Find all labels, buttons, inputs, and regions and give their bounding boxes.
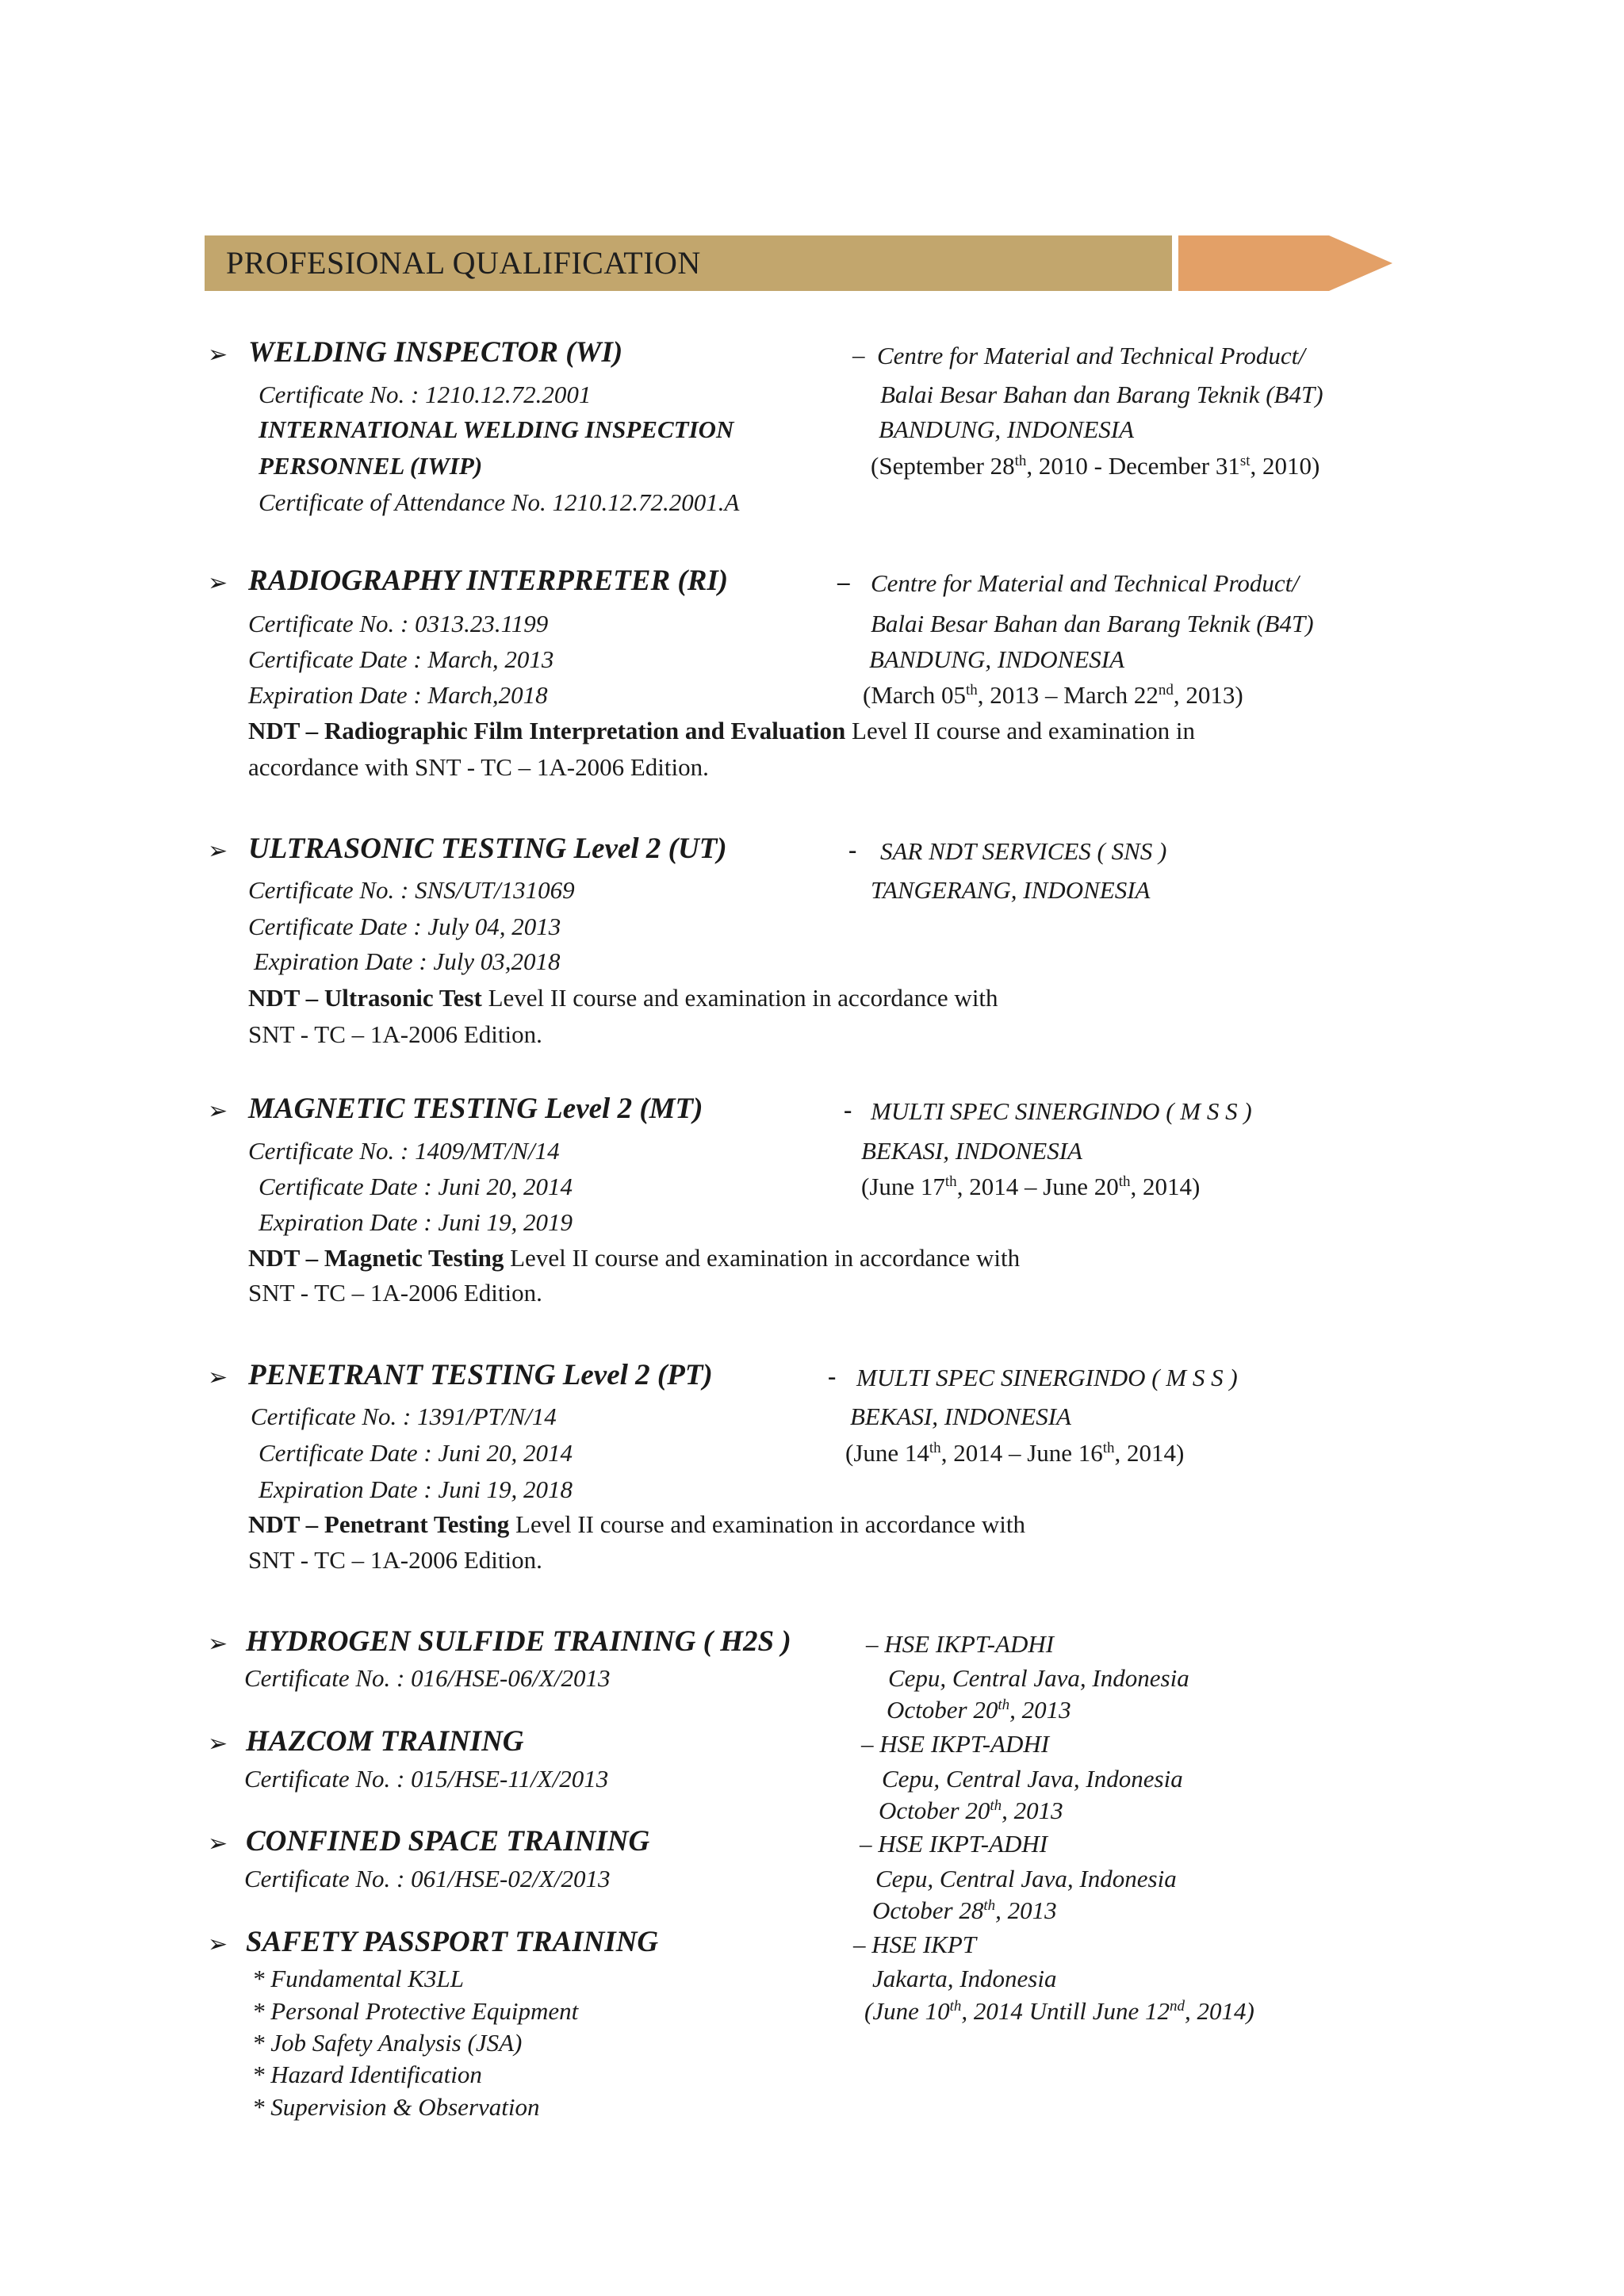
dash: – [852,341,865,369]
ndt-description-line-2: SNT - TC – 1A-2006 Edition. [248,1020,542,1048]
certificate-number: Certificate No. : 0313.23.1199 [248,610,549,637]
bullet-icon: ➢ [208,1931,228,1958]
arrow-body [1178,235,1329,291]
dash: – [837,568,850,595]
issuer: – HSE IKPT-ADHI [861,1730,1050,1758]
training-topic: * Personal Protective Equipment [252,1997,579,2025]
training-date: October 20th, 2013 [879,1797,1063,1824]
ndt-description-line-2: SNT - TC – 1A-2006 Edition. [248,1279,542,1307]
training-date: (June 10th, 2014 Untill June 12nd, 2014) [864,1997,1254,2025]
ndt-description: NDT – Penetrant Testing Level II course and examination in accordance with [248,1510,1025,1538]
dash: - [828,1362,837,1390]
section-header [205,235,1392,291]
issuer: MULTI SPEC SINERGINDO ( M S S ) [856,1364,1238,1391]
certificate-date: Certificate Date : Juni 20, 2014 [259,1173,573,1200]
bullet-icon: ➢ [208,1830,228,1858]
training-title: HAZCOM TRAINING [246,1725,524,1758]
issuer: MULTI SPEC SINERGINDO ( M S S ) [871,1097,1252,1125]
certificate-number: Certificate No. : SNS/UT/131069 [248,876,575,904]
header-bar [205,235,1172,291]
training-topic: * Hazard Identification [252,2061,482,2088]
issuer-name: Balai Besar Bahan dan Barang Teknik (B4T) [880,381,1323,408]
date-range: (June 17th, 2014 – June 20th, 2014) [861,1173,1201,1200]
section-title: PROFESIONAL QUALIFICATION [226,245,701,281]
certificate-number: Certificate No. : 016/HSE-06/X/2013 [244,1664,611,1692]
ndt-description: NDT – Ultrasonic Test Level II course and examination in accordance with [248,984,998,1012]
issuer-location: Jakarta, Indonesia [872,1965,1057,1992]
attendance-certificate: Certificate of Attendance No. 1210.12.72.2001.A [259,488,740,516]
training-topic: * Job Safety Analysis (JSA) [252,2029,523,2057]
expiration-date: Expiration Date : March,2018 [248,681,548,709]
issuer: Centre for Material and Technical Product/ [877,342,1305,369]
issuer-location: BANDUNG, INDONESIA [869,645,1125,673]
ndt-description: NDT – Magnetic Testing Level II course and examination in accordance with [248,1244,1021,1272]
issuer: – HSE IKPT [853,1931,976,1958]
certificate-date: Certificate Date : Juni 20, 2014 [259,1439,573,1467]
certificate-number: Certificate No. : 1210.12.72.2001 [259,381,592,408]
training-topic: * Supervision & Observation [252,2093,540,2121]
ndt-description-line-2: accordance with SNT - TC – 1A-2006 Edition. [248,753,709,781]
ndt-description: NDT – Radiographic Film Interpretation and Evaluation Level II course and examination in [248,717,1195,744]
bullet-icon: ➢ [208,341,228,369]
issuer-location: Cepu, Central Java, Indonesia [882,1765,1183,1793]
iwip-line-1: INTERNATIONAL WELDING INSPECTION [259,415,734,443]
arrow-tip [1329,235,1392,291]
issuer-location: BANDUNG, INDONESIA [879,415,1135,443]
expiration-date: Expiration Date : July 03,2018 [254,947,561,975]
qualification-title: RADIOGRAPHY INTERPRETER (RI) [248,564,729,597]
bullet-icon: ➢ [208,569,228,597]
date-range: (March 05th, 2013 – March 22nd, 2013) [863,681,1243,709]
qualification-title: ULTRASONIC TESTING Level 2 (UT) [248,832,727,865]
training-date: October 28th, 2013 [872,1896,1057,1924]
date-range: (September 28th, 2010 - December 31st, 2010) [871,452,1320,480]
issuer-location: Cepu, Central Java, Indonesia [875,1865,1177,1892]
issuer: SAR NDT SERVICES ( SNS ) [880,837,1167,865]
qualification-title: PENETRANT TESTING Level 2 (PT) [248,1359,713,1391]
training-date: October 20th, 2013 [887,1696,1071,1724]
training-title: SAFETY PASSPORT TRAINING [246,1926,659,1958]
bullet-icon: ➢ [208,1730,228,1758]
dash: - [848,836,857,863]
certificate-number: Certificate No. : 061/HSE-02/X/2013 [244,1865,611,1892]
certificate-date: Certificate Date : March, 2013 [248,645,554,673]
training-title: CONFINED SPACE TRAINING [246,1825,650,1858]
bullet-icon: ➢ [208,837,228,865]
bullet-icon: ➢ [208,1364,228,1391]
ndt-description-line-2: SNT - TC – 1A-2006 Edition. [248,1546,542,1574]
certificate-number: Certificate No. : 1409/MT/N/14 [248,1137,560,1165]
bullet-icon: ➢ [208,1630,228,1658]
issuer: Centre for Material and Technical Product/ [871,569,1299,597]
expiration-date: Expiration Date : Juni 19, 2019 [259,1208,573,1236]
training-topic: * Fundamental K3LL [252,1965,464,1992]
bullet-icon: ➢ [208,1097,228,1125]
expiration-date: Expiration Date : Juni 19, 2018 [259,1475,573,1503]
issuer-name: Balai Besar Bahan dan Barang Teknik (B4T) [871,610,1314,637]
certificate-number: Certificate No. : 015/HSE-11/X/2013 [244,1765,609,1793]
iwip-line-2: PERSONNEL (IWIP) [259,452,483,480]
issuer-location: BEKASI, INDONESIA [850,1402,1071,1430]
date-range: (June 14th, 2014 – June 16th, 2014) [845,1439,1185,1467]
header-divider [1172,235,1178,291]
issuer: – HSE IKPT-ADHI [866,1630,1055,1658]
certificate-date: Certificate Date : July 04, 2013 [248,913,561,940]
qualification-title: MAGNETIC TESTING Level 2 (MT) [248,1093,703,1125]
qualification-title: WELDING INSPECTOR (WI) [248,336,623,369]
certificate-number: Certificate No. : 1391/PT/N/14 [251,1402,557,1430]
issuer-location: Cepu, Central Java, Indonesia [888,1664,1189,1692]
issuer-location: BEKASI, INDONESIA [861,1137,1082,1165]
dash: - [844,1096,852,1123]
training-title: HYDROGEN SULFIDE TRAINING ( H2S ) [246,1625,791,1658]
issuer: – HSE IKPT-ADHI [860,1830,1048,1858]
issuer-location: TANGERANG, INDONESIA [871,876,1151,904]
